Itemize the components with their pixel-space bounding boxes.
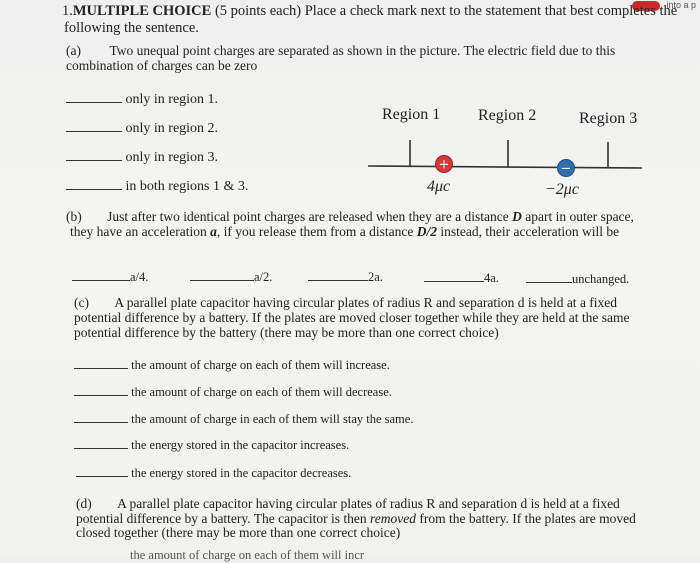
option-label: 2a. <box>368 270 383 284</box>
answer-blank[interactable] <box>66 177 122 190</box>
part-b-text: apart in outer space, <box>521 209 634 224</box>
part-b-text: , if you release them from a distance <box>216 224 417 239</box>
region-1-label: Region 1 <box>382 106 441 123</box>
answer-blank[interactable] <box>76 464 128 477</box>
part-c-text: A parallel plate capacitor having circular plates of radius R and separation d is held at a fixed <box>114 295 618 310</box>
answer-blank[interactable] <box>66 119 122 132</box>
option-c3[interactable] <box>74 410 413 427</box>
part-b-text: instead, their acceleration will be <box>436 224 620 239</box>
option-b3[interactable] <box>308 268 383 285</box>
region-3-label: Region 3 <box>579 110 638 127</box>
question-instructions-line2: following the sentence. <box>64 20 199 36</box>
option-label: the amount of charge on each of them will decrease. <box>131 385 392 399</box>
part-d-text: from the battery. If the plates are moved <box>416 511 636 526</box>
var-D-half: D/2 <box>416 224 437 239</box>
part-b-text: they have an acceleration <box>70 224 211 239</box>
part-c-label: (c) <box>74 295 89 310</box>
part-a-line2: combination of charges can be zero <box>66 58 258 73</box>
answer-blank[interactable] <box>74 436 128 449</box>
part-a-line1 <box>66 43 615 58</box>
option-label: only in region 1. <box>125 92 219 107</box>
question-instructions: (5 points each) Place a check mark next to the statement that best completes the <box>211 3 678 19</box>
option-c5[interactable] <box>76 464 351 481</box>
option-a1[interactable] <box>66 90 218 108</box>
question-title: MULTIPLE CHOICE <box>72 3 212 19</box>
question-number: 1. <box>62 3 73 19</box>
question-header <box>62 3 677 20</box>
answer-blank[interactable] <box>308 268 368 281</box>
part-a-label: (a) <box>66 43 81 58</box>
option-label: the energy stored in the capacitor increases. <box>131 438 350 452</box>
charge-sign: − <box>560 161 572 177</box>
option-c4[interactable] <box>74 436 349 453</box>
option-c2[interactable] <box>74 383 392 400</box>
option-c1[interactable] <box>74 356 390 373</box>
option-label: the amount of charge on each of them will increase. <box>131 358 390 372</box>
answer-blank[interactable] <box>66 148 122 161</box>
option-label: the amount of charge in each of them will stay the same. <box>131 412 414 426</box>
option-a2[interactable] <box>66 119 218 137</box>
answer-blank[interactable] <box>74 410 128 423</box>
option-b5[interactable] <box>526 270 629 287</box>
option-b4[interactable] <box>424 269 499 286</box>
part-b-line2 <box>70 224 619 239</box>
option-b1[interactable] <box>72 268 148 285</box>
part-d-text: potential difference by a battery. The capacitor is then <box>76 511 371 526</box>
part-d-line1 <box>76 496 620 511</box>
option-label: a/4. <box>130 270 149 284</box>
answer-blank[interactable] <box>526 270 572 283</box>
option-a3[interactable] <box>66 148 218 166</box>
option-label: a/2. <box>254 270 273 284</box>
option-label: only in region 2. <box>125 121 219 136</box>
emphasis-removed: removed <box>370 511 416 526</box>
answer-blank[interactable] <box>74 383 128 396</box>
part-d-label: (d) <box>76 496 92 511</box>
answer-blank[interactable] <box>66 90 122 103</box>
region-2-label: Region 2 <box>478 107 537 124</box>
option-a4[interactable] <box>66 177 248 195</box>
axis-line <box>368 166 642 168</box>
charge-1-label: 4μc <box>427 178 451 195</box>
part-c-line1 <box>74 295 617 310</box>
option-b2[interactable] <box>190 268 272 285</box>
option-label: 4a. <box>484 271 499 285</box>
option-label: only in region 3. <box>125 150 219 165</box>
part-d-line2 <box>76 511 636 526</box>
answer-blank[interactable] <box>74 356 128 369</box>
part-d-line3: closed together (there may be more than one correct choice) <box>76 525 401 540</box>
option-label: unchanged. <box>572 272 630 286</box>
part-c-line2: potential difference by a battery. If the plates are moved closer together while they are held at the same <box>74 310 630 325</box>
part-c-line3: potential difference by the battery (there may be more than one correct choice) <box>74 325 499 340</box>
option-label: the energy stored in the capacitor decreases. <box>131 466 352 480</box>
part-b-line1 <box>66 209 634 224</box>
part-d-text: A parallel plate capacitor having circular plates of radius R and separation d is held at a fixed <box>117 496 620 511</box>
part-b-text: Just after two identical point charges are released when they are a distance <box>107 209 513 224</box>
part-a-text: Two unequal point charges are separated as shown in the picture. The electric field due to this <box>109 43 616 58</box>
charge-sign: + <box>438 157 450 173</box>
answer-blank[interactable] <box>424 269 484 282</box>
var-D: D <box>512 209 522 224</box>
part-d-option-cutoff: the amount of charge on each of them will incr <box>130 548 365 562</box>
charge-diagram <box>360 126 650 186</box>
part-b-label: (b) <box>66 209 82 224</box>
charge-2-label: −2μc <box>545 181 579 198</box>
answer-blank[interactable] <box>190 268 254 281</box>
var-a: a <box>210 224 217 239</box>
corner-label: into a p <box>666 0 696 10</box>
answer-blank[interactable] <box>72 268 130 281</box>
option-label: in both regions 1 & 3. <box>125 179 249 194</box>
